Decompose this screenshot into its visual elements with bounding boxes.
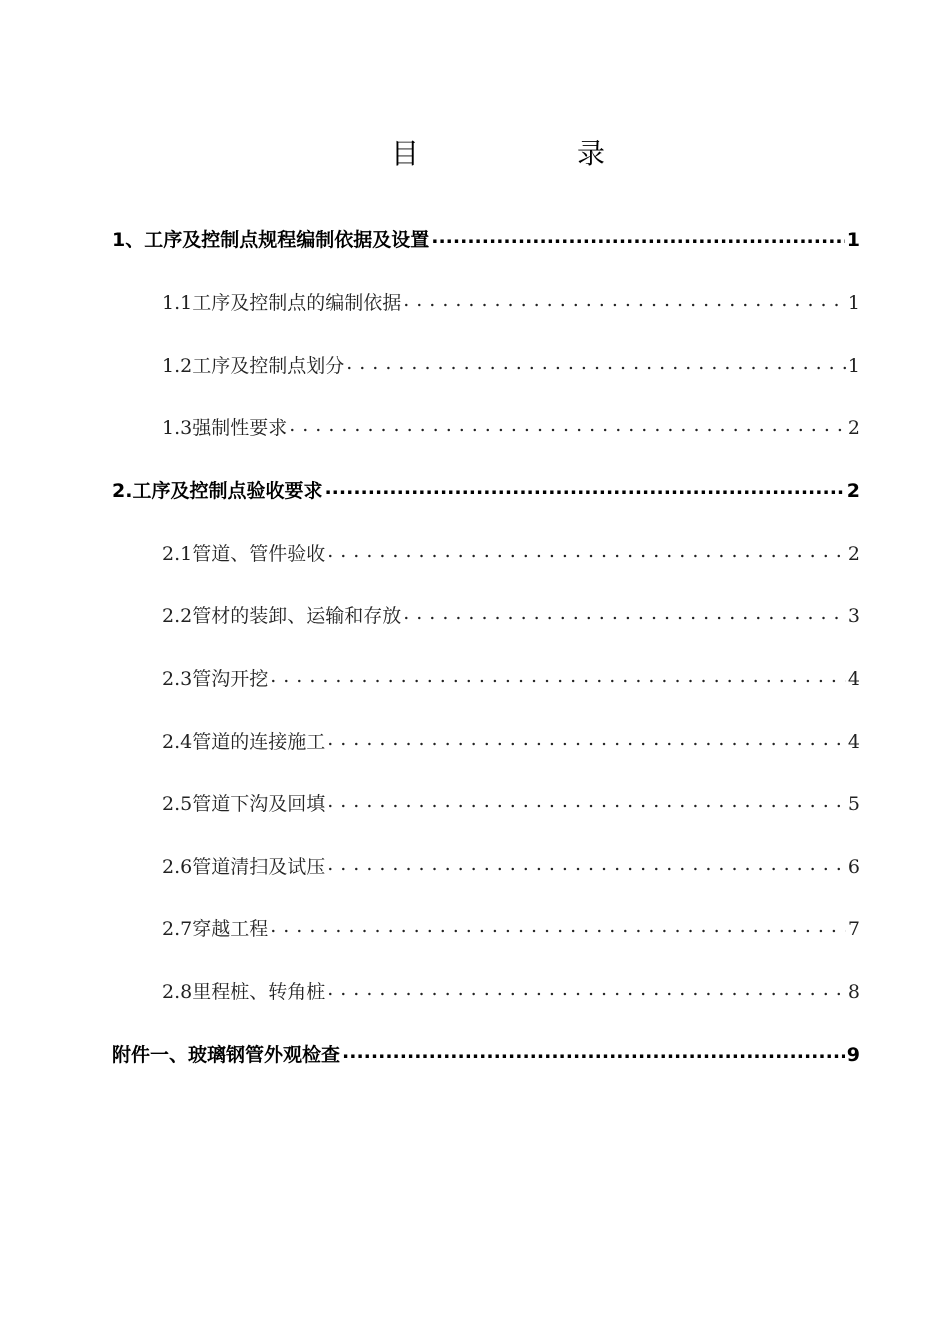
dot-leader [270,916,846,935]
dot-leader [403,603,846,622]
toc-entry-1-2[interactable] [162,351,860,379]
toc-entry-text: 1.1工序及控制点的编制依据 [162,292,402,314]
toc-entry-2-8[interactable] [162,977,860,1005]
toc-entry-2-1[interactable] [162,539,860,567]
toc-entry-2-5[interactable] [162,789,860,817]
toc-entry-2-3[interactable] [162,664,860,692]
toc-entry-appendix-1[interactable] [112,1040,860,1068]
toc-entry-text: 附件一、玻璃钢管外观检查 [112,1044,341,1066]
dot-leader [289,415,846,434]
toc-entry-2[interactable] [112,476,860,504]
toc-entry-page: 6 [847,856,860,878]
toc-entry-1-1[interactable] [162,288,860,316]
toc-entry-text: 2.8里程桩、转角桩 [162,981,326,1003]
toc-entry-text: 2.1管道、管件验收 [162,543,326,565]
toc-entry-page: 3 [847,605,860,627]
dot-leader [403,290,846,309]
dot-leader [324,478,844,497]
toc-entry-page: 2 [846,480,860,502]
dot-leader [327,541,846,560]
toc-entry-text: 2.4管道的连接施工 [162,731,326,753]
toc-entry-text: 2.6管道清扫及试压 [162,856,326,878]
dot-leader [342,1042,845,1061]
toc-entry-text: 2.7穿越工程 [162,918,269,940]
dot-leader [270,666,846,685]
toc-entry-text: 2.工序及控制点验收要求 [112,480,323,502]
dot-leader [327,854,846,873]
toc-entry-page: 1 [846,229,860,251]
toc-entry-2-4[interactable] [162,727,860,755]
toc-entry-text: 1、工序及控制点规程编制依据及设置 [112,229,430,251]
toc-entry-text: 2.5管道下沟及回填 [162,793,326,815]
toc-title-char-2: 录 [577,137,606,170]
toc-entry-page: 1 [847,355,860,377]
toc-entry-1-3[interactable] [162,413,860,441]
toc-entry-page: 4 [847,668,860,690]
toc-entry-2-7[interactable] [162,914,860,942]
dot-leader [327,729,846,748]
toc-entry-page: 5 [847,793,860,815]
toc-entry-page: 7 [847,918,860,940]
toc-entry-page: 9 [846,1044,860,1066]
toc-entry-page: 2 [847,543,860,565]
toc-entry-text: 1.3强制性要求 [162,417,288,439]
toc-entry-text: 1.2工序及控制点划分 [162,355,345,377]
toc-entry-text: 2.2管材的装卸、运输和存放 [162,605,402,627]
toc-entry-1[interactable] [112,225,860,253]
dot-leader [346,353,846,372]
toc-entry-2-2[interactable] [162,601,860,629]
toc-entry-text: 2.3管沟开挖 [162,668,269,690]
toc-entry-page: 4 [847,731,860,753]
toc-entry-2-6[interactable] [162,852,860,880]
toc-entry-page: 8 [847,981,860,1003]
toc-entry-page: 1 [847,292,860,314]
dot-leader [431,227,845,246]
dot-leader [327,979,846,998]
dot-leader [327,791,846,810]
toc-title-char-1: 目 [391,137,420,170]
toc-entry-page: 2 [847,417,860,439]
